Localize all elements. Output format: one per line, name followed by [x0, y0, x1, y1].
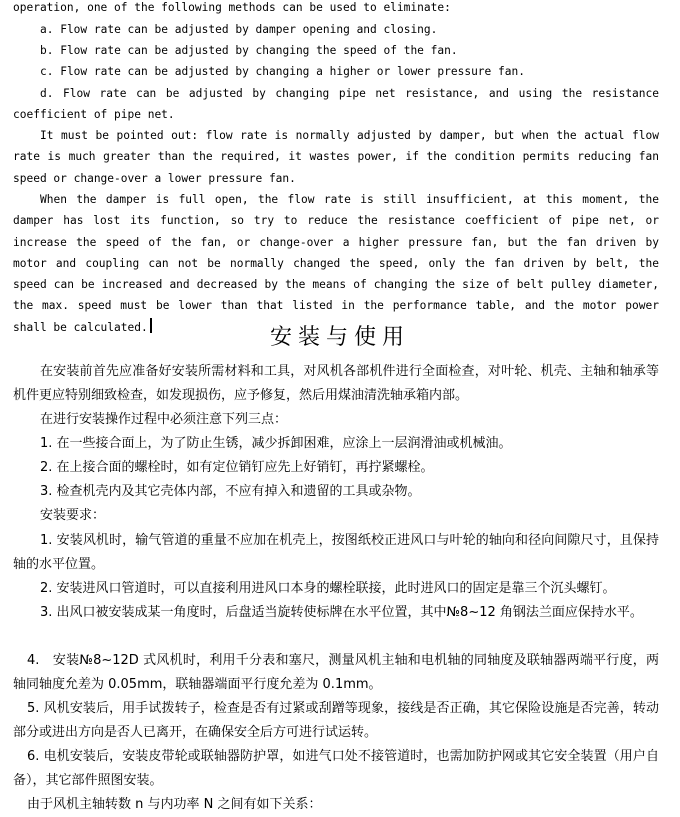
requirement-3: 3. 出风口被安装成某一角度时，后盘适当旋转使标牌在水平位置，其中№8~12 角钢法兰面应保持水平。	[40, 605, 643, 620]
method-a: a. Flow rate can be adjusted by damper opening and closing.	[40, 23, 438, 36]
attention-heading: 在进行安装操作过程中必须注意下列三点：	[40, 412, 288, 427]
requirement-1: 1. 安装风机时，输气管道的重量不应加在机壳上，按图纸校正进风口与叶轮的轴向和径向间隙尺寸，且保持轴的水平位置。	[13, 533, 659, 573]
speed-power-relation: 由于风机主轴转数 n 与内功率 N 之间有如下关系：	[27, 797, 322, 812]
attention-item-1: 1. 在一些接合面上，为了防止生锈，减少拆卸困难，应涂上一层润滑油或机械油。	[40, 436, 512, 451]
requirement-5: 5. 风机安装后，用手试拨转子，检查是否有过紧或刮蹭等现象，接线是否正确，其它保险设施是否完善，转动部分或进出方向是否人已离开，在确保安全后方可进行试运转。	[13, 701, 659, 741]
requirement-4: 4. 安装№8~12D 式风机时，利用千分表和塞尺，测量风机主轴和电机轴的同轴度及联轴器两端平行度，两轴同轴度允差为 0.05mm，联轴器端面平行度允差为 0.1mm。	[13, 653, 659, 693]
section-title: 安装与使用	[269, 325, 410, 350]
insufficient-flow-note	[13, 189, 659, 338]
attention-item-3: 3. 检查机壳内及其它壳体内部，不应有掉入和遗留的工具或杂物。	[40, 484, 421, 499]
preparation-paragraph: 在安装前首先应准备好安装所需材料和工具，对风机各部机件进行全面检查，对叶轮、机壳、主轴和轴承等机件更应特别细致检查，如发现损伤，应予修复，然后用煤油清洗轴承箱内部。	[13, 364, 659, 404]
damper-note: It must be pointed out: flow rate is normally adjusted by damper, but when the actual flow rate is much greater than the required, it wastes power, if the condition permits reducing fan speed or change-over a lower pressure fan.	[13, 129, 659, 185]
insufficient-flow-text: When the damper is full open, the flow rate is still insufficient, at this moment, the damper has lost its function, so try to reduce the resistance coefficient of pipe net, or increase the speed of the fan, or change-over a higher pressure fan, but the fan driven by motor and coupling can not be normally changed the speed, only the fan driven by belt, the speed can be increased and decreased by the means of changing the size of belt pulley diameter, the max. speed must be lower than that listed in the performance table, and the motor power shall be calculated.	[13, 193, 659, 334]
requirements-heading: 安装要求：	[40, 508, 106, 523]
requirement-2: 2. 安装进风口管道时，可以直接利用进风口本身的螺栓联接，此时进风口的固定是靠三个沉头螺钉。	[40, 581, 616, 596]
method-b: b. Flow rate can be adjusted by changing the speed of the fan.	[40, 44, 458, 57]
requirement-6: 6. 电机安装后，安装皮带轮或联轴器防护罩，如进气口处不接管道时，也需加防护网或其它安全装置（用户自备），其它部件照图安装。	[13, 749, 659, 789]
method-c: c. Flow rate can be adjusted by changing a higher or lower pressure fan.	[40, 65, 525, 78]
english-intro: operation, one of the following methods can be used to eliminate:	[13, 1, 451, 14]
method-d: d. Flow rate can be adjusted by changing pipe net resistance, and using the resistance coefficient of pipe net.	[13, 87, 659, 122]
attention-item-2: 2. 在上接合面的螺栓时，如有定位销钉应先上好销钉，再拧紧螺栓。	[40, 460, 434, 475]
